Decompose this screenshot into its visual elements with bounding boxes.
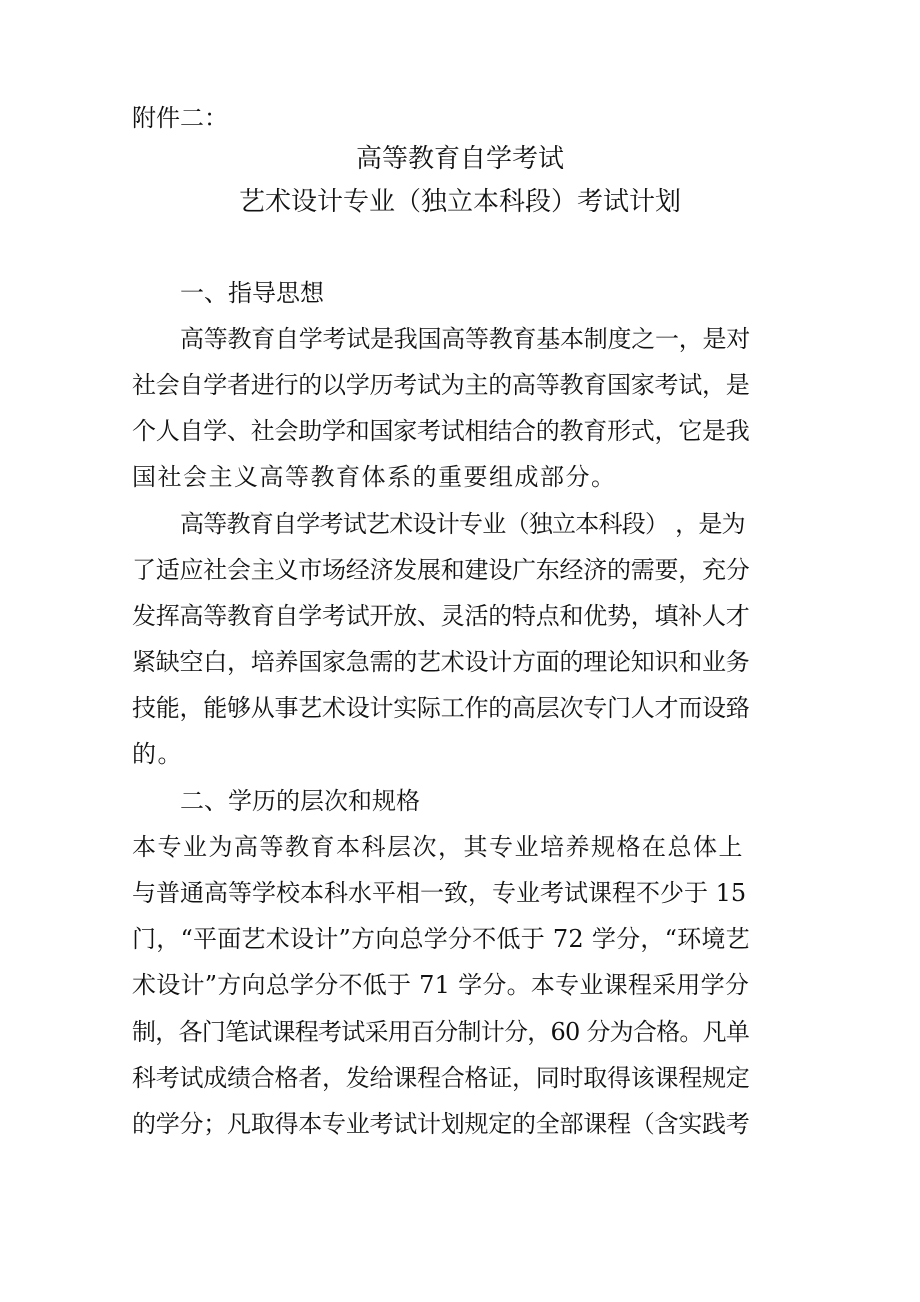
section2-heading: 二、学历的层次和规格 — [180, 787, 420, 815]
section1-para2-line: 技能，能够从事艺术设计实际工作的高层次专门人才而设臵 — [132, 694, 750, 722]
section1-para1-line: 高等教育自学考试是我国高等教育基本制度之一，是对 — [180, 325, 750, 353]
section1-para2-line: 高等教育自学考试艺术设计专业（独立本科段） ，是为 — [180, 510, 745, 538]
section2-para-line: 的学分；凡取得本专业考试计划规定的全部课程（含实践考 — [132, 1110, 750, 1138]
section2-para-line: 门，“平面艺术设计”方向总学分不低于 72 学分，“环境艺 — [132, 925, 750, 953]
document-title-line2: 艺术设计专业（独立本科段）考试计划 — [238, 187, 681, 217]
section1-para2-line: 发挥高等教育自学考试开放、灵活的特点和优势，填补人才 — [132, 602, 750, 630]
section2-para-line: 术设计”方向总学分不低于 71 学分。本专业课程采用学分 — [132, 971, 750, 999]
section1-para2-line: 紧缺空白，培养国家急需的艺术设计方面的理论知识和业务 — [132, 648, 750, 676]
document-title-line1: 高等教育自学考试 — [355, 144, 564, 174]
section1-heading: 一、指导思想 — [180, 279, 324, 307]
attachment-label: 附件二： — [132, 104, 228, 132]
section2-para-line: 制，各门笔试课程考试采用百分制计分，60 分为合格。凡单 — [132, 1018, 750, 1046]
section1-para1-line: 社会自学者进行的以学历考试为主的高等教育国家考试，是 — [132, 371, 750, 399]
section1-para1-line: 个人自学、社会助学和国家考试相结合的教育形式，它是我 — [132, 417, 750, 445]
section1-para2-line: 了适应社会主义市场经济发展和建设广东经济的需要，充分 — [132, 556, 750, 584]
section2-para-line: 本专业为高等教育本科层次，其专业培养规格在总体上 — [132, 833, 744, 861]
section2-para-line: 科考试成绩合格者，发给课程合格证，同时取得该课程规定 — [132, 1064, 750, 1092]
section1-para2-line: 的。 — [132, 740, 183, 768]
section1-para1-line: 国社会主义高等教育体系的重要组成部分。 — [132, 463, 617, 491]
section2-para-line: 与普通高等学校本科水平相一致，专业考试课程不少于 15 — [132, 879, 747, 907]
